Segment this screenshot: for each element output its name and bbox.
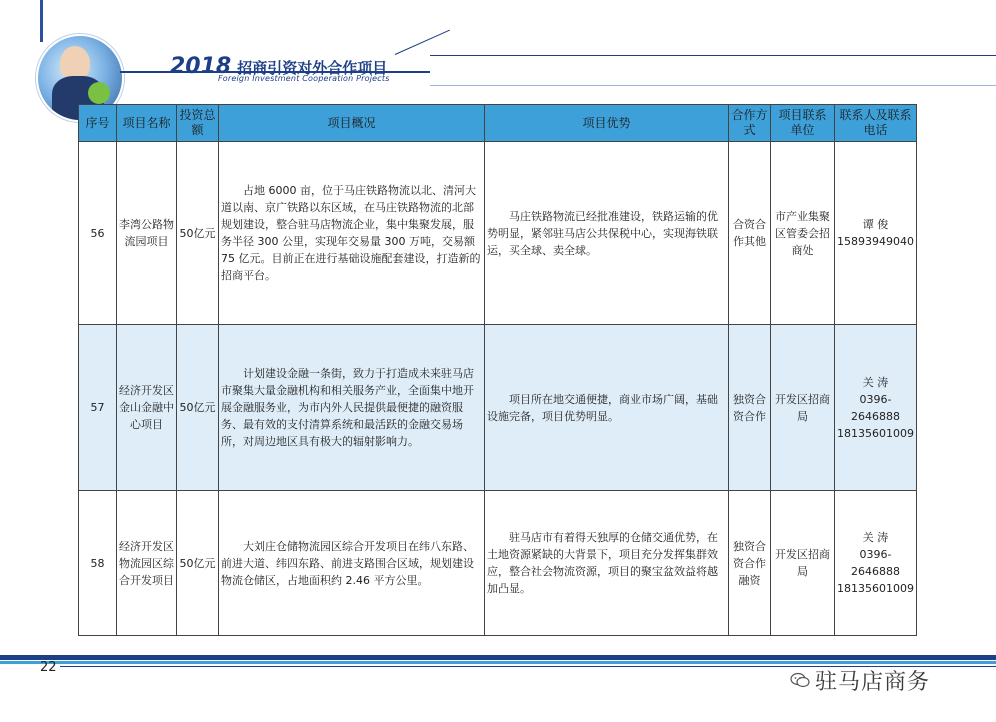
col-header-mode: 合作方式 [729,105,771,142]
cell-mode: 独资合资合作 [729,325,771,491]
contact-name: 关 涛 [862,531,889,544]
contact-phone: 0396-2646888 [851,548,900,578]
col-header-amount: 投资总额 [177,105,219,142]
header-top-rule [430,55,996,56]
cell-contact [835,325,917,491]
contact-mobile: 18135601009 [837,426,914,440]
contact-mobile: 18135601009 [837,582,914,595]
cell-name: 李湾公路物流园项目 [117,142,177,325]
footer-band-accent [0,661,996,664]
cell-mode: 独资合资合作融资 [729,491,771,636]
col-header-contact: 联系人及联系电话 [835,105,917,142]
cell-unit: 市产业集聚区管委会招商处 [771,142,835,325]
cell-overview [219,491,485,636]
wechat-icon [790,672,810,688]
col-header-advantage: 项目优势 [485,105,729,142]
table-header-row [79,105,917,142]
advantage-text: 驻马店市有着得天独厚的仓储交通优势，在土地资源紧缺的大背景下，项目充分发挥集群效应，整合社会物流资源，项目的聚宝盆效益将越加凸显。 [487,531,718,595]
header-vertical-line [40,0,43,42]
overview-text: 大刘庄仓储物流园区综合开发项目在纬八东路、前进大道、纬四东路、前进支路围合区域，规划建设物流仓储区，占地面积约 2.46 平方公里。 [221,539,474,587]
cell-contact [835,491,917,636]
advantage-text: 马庄铁路物流已经批准建设，铁路运输的优势明显，紧邻驻马店公共保税中心，实现海铁联运，买全球、卖全球。 [487,209,718,257]
col-header-overview: 项目概况 [219,105,485,142]
overview-text: 占地 6000 亩，位于马庄铁路物流以北、清河大道以南、京广铁路以东区域，在马庄铁路物流的北部规划建设，整合驻马店物流企业，集中集聚发展，服务半径 300 公里，实现年交易量 300 万吨，交易额 75 亿元。目前正在进行基础设施配套建设，打造新的招商平台。 [221,184,481,282]
projects-table [78,104,917,636]
col-header-no: 序号 [79,105,117,142]
contact-name: 谭 俊 [862,218,889,231]
cell-advantage [485,325,729,491]
cell-no: 58 [79,491,117,636]
contact-phone: 0396-2646888 [851,392,900,423]
cell-unit: 开发区招商局 [771,325,835,491]
table-row [79,142,917,325]
cell-unit: 开发区招商局 [771,491,835,636]
header-year: 2018 [170,54,232,79]
page-number: 22 [40,660,57,675]
contact-name: 关 涛 [862,375,889,389]
header-cn-title: 招商引资对外合作项目 [237,59,388,77]
contact-phone: 15893949040 [837,235,914,248]
watermark-text: 驻马店商务 [815,670,931,695]
table-row [79,325,917,491]
table-row [79,491,917,636]
col-header-unit: 项目联系单位 [771,105,835,142]
header-diagonal-line [395,30,450,55]
cell-overview [219,142,485,325]
col-header-name: 项目名称 [117,105,177,142]
cell-mode: 合资合作其他 [729,142,771,325]
overview-text: 计划建设金融一条街，致力于打造成未来驻马店市聚集大量金融机构和相关服务产业，全面集中地开展金融服务业，为市内外人民提供最便捷的融资服务、最有效的支付清算系统和最活跃的金融交易场所，对周边地区具有极大的辐射影响力。 [221,367,474,448]
cell-advantage [485,491,729,636]
cell-overview [219,325,485,491]
logo-face-shape [60,46,90,80]
advantage-text: 项目所在地交通便捷，商业市场广阔，基础设施完备，项目优势明显。 [487,392,718,423]
header-bottom-rule [430,85,996,86]
header-en-title: Foreign Investment Cooperation Projects [218,74,390,83]
cell-no: 57 [79,325,117,491]
cell-amount: 50亿元 [177,325,219,491]
cell-name: 经济开发区物流园区综合开发项目 [117,491,177,636]
cell-no: 56 [79,142,117,325]
cell-amount: 50亿元 [177,142,219,325]
cell-amount: 50亿元 [177,491,219,636]
logo-globe-shape [88,82,110,104]
cell-name: 经济开发区金山金融中心项目 [117,325,177,491]
footer-band [0,655,996,660]
cell-advantage [485,142,729,325]
cell-contact [835,142,917,325]
